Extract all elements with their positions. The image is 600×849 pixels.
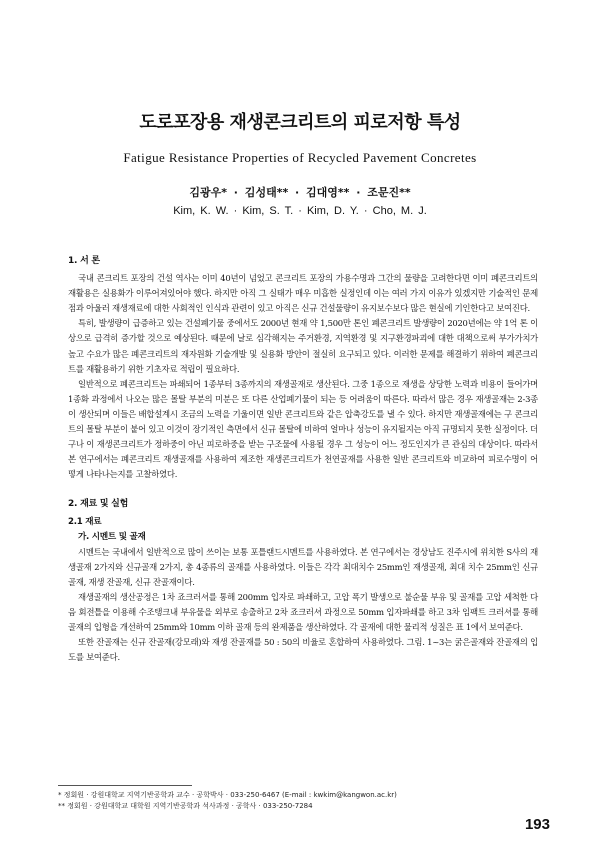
subsection-heading-materials: 2.1 재료: [68, 516, 102, 527]
paragraph: 시멘트는 국내에서 일반적으로 많이 쓰이는 보통 포틀랜드시멘트를 사용하였다. 본 연구에서는 경상남도 진주시에 위치한 S사의 재생골재 2가지와 신규골재 2가지, 총 4종류의 골재를 사용하였다. 이들은 각각 최대치수 25mm인 재생골재, 최대 치수 25mm인 신규골재, 재생 잔골재, 신규 잔골재이다.: [68, 546, 538, 587]
page-number: 193: [524, 816, 550, 833]
footnote-divider: [58, 785, 192, 786]
body-text: [68, 254, 538, 665]
authors-english: Kim, K. W. · Kim, S. T. · Kim, D. Y. · Cho, M. J.: [173, 205, 427, 217]
paragraph: 일반적으로 폐콘크리트는 파쇄되어 1종부터 3종까지의 재생골재로 생산된다. 그중 1종으로 재생을 상당한 노력과 비용이 들어가며 1종화 과정에서 나오는 많은 몰탈 부분의 미분은 또 다른 산업폐기물이 되는 등 어려움이 따른다. 따라서 많은 경우 재생골재는 2-3종이 생산되며 이들은 배합설계시 조금의 노력을 기울이면 일반 콘크리트와 같은 압축강도를 낼 수 있다. 하지만 재생골재에는 구 콘크리트의 몰탈 부분이 붙어 있고 이것이 장기적인 측면에서 신규 몰탈에 비하여 얼마나 성능이 유지될지는 아직 규명되지 못한 실정이다. 더구나 이 재생콘크리트가 정하중이 아닌 피로하중을 받는 구조물에 사용될 경우 그 성능이 어느 정도인지가 큰 관심의 대상이다. 따라서 본 연구에서는 폐콘크리트 재생골재를 사용하여 제조한 재생콘크리트가 천연골재를 사용한 일반 콘크리트와 비교하여 피로수명이 어떻게 나타나는지를 고찰하였다.: [68, 378, 538, 480]
footnotes: [58, 790, 538, 812]
paper-title: 도로포장용 재생콘크리트의 피로저항 특성: [139, 112, 461, 133]
section-heading-introduction: 1. 서 론: [68, 256, 100, 266]
paragraph: 재생골재의 생산공정은 1차 죠크러셔를 통해 200mm 입자로 파쇄하고, 고압 폭기 발생으로 불순물 부유 및 골재를 고압 세척한 다음 회전틀을 이용해 수조탱크내 부유물을 외부로 송출하고 2차 죠크러셔 과정으로 50mm 입자파쇄를 하고 3차 임팩트 크러셔를 통해 골재의 입형을 개선하여 25mm와 10mm 이하 골재 등의 완제품을 생산하였다. 각 골재에 대한 물리적 성질은 표 1에서 보여준다.: [68, 591, 538, 633]
paragraph: 특히, 발생량이 급증하고 있는 건설폐기물 중에서도 2000년 현재 약 1,500만 톤인 폐콘크리트 발생량이 2020년에는 약 1억 톤 이상으로 급격히 증가할 것으로 예상된다. 때문에 날로 심각해지는 주거환경, 지역환경 및 지구환경파괴에 대한 대책으로써 부가가치가 높고 수요가 많은 폐콘크리트의 재자원화 기술개발 및 실용화 방안이 절실히 요구되고 있다. 이러한 문제를 해결하기 위하여 폐콘크리트를 재활용하기 위한 기초자료 적립이 필요하다.: [68, 318, 538, 374]
footnote-author-1: * 정회원 · 강원대학교 지역기반공학과 교수 · 공학박사 · 033-250-6467 (E-mail : kwkim@kangwon.ac.kr): [58, 791, 397, 799]
section-spacer: [68, 482, 538, 497]
paragraph: 국내 콘크리트 포장의 건설 역사는 이미 40년이 넘었고 콘크리트 포장의 가용수명과 그간의 물량을 고려한다면 이미 폐콘크리트의 재활용은 실용화가 이루어져있어야 했다. 하지만 아직 그 실태가 매우 미흡한 실정인데 이는 여러 가지 이유가 있겠지만 기술적인 문제점과 아울러 재생재료에 대한 사회적인 인식과 관련이 있고 아직은 신규 건설물량이 유지보수보다 많은 현실에 기인한다고 보여진다.: [68, 273, 538, 314]
authors-korean: 김광우* · 김성태** · 김대영** · 조문진**: [189, 186, 411, 199]
paragraph: 또한 잔골재는 신규 잔골재(강모래)와 재생 잔골재를 50 : 50의 비율로 혼합하여 사용하였다. 그림. 1~3는 굵은골재와 잔골재의 입도를 보여준다.: [68, 637, 538, 663]
section-heading-materials: 2. 재료 및 실험: [68, 499, 129, 510]
paper-subtitle-english: Fatigue Resistance Properties of Recycled Pavement Concretes: [123, 150, 477, 165]
footnote-author-2: ** 정회원 · 강원대학교 대학원 지역기반공학과 석사과정 · 공학사 · 033-250-7284: [58, 802, 313, 810]
subsubsection-heading-cement-aggregate: 가. 시멘트 및 골재: [78, 531, 146, 542]
